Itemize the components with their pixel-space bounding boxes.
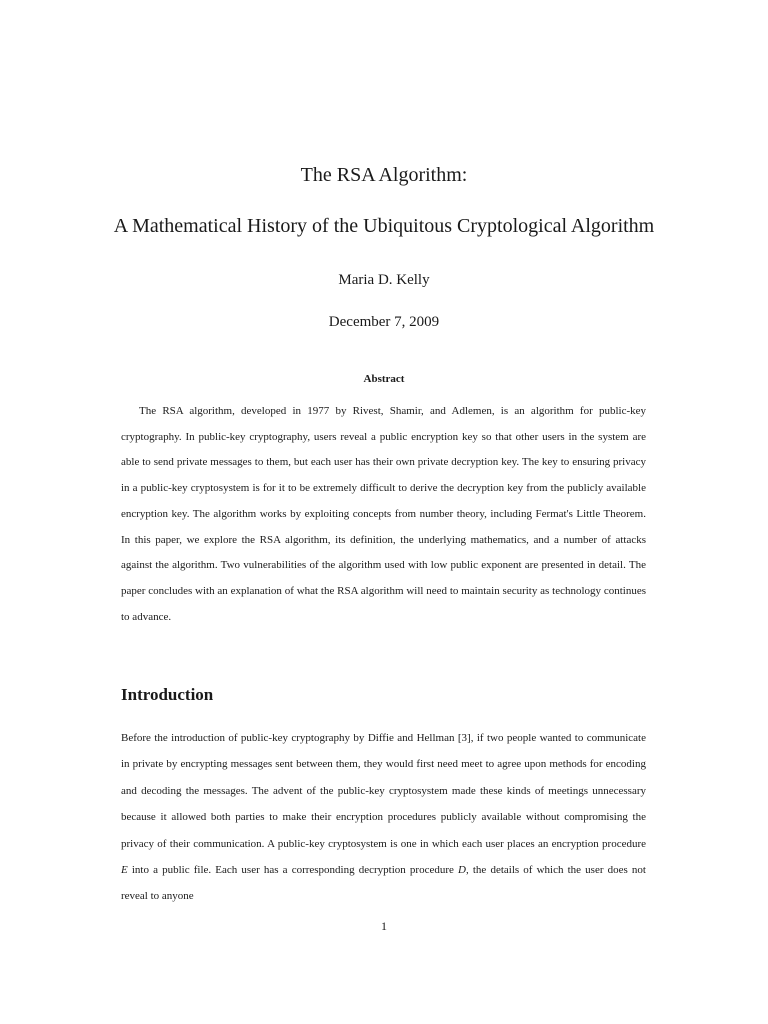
- introduction-heading: Introduction: [121, 685, 214, 704]
- publication-date: December 7, 2009: [328, 314, 440, 330]
- introduction-body: [121, 725, 646, 910]
- abstract-heading: Abstract: [363, 373, 405, 385]
- symbol-d: D: [458, 864, 466, 877]
- introduction-text-part3: , the details of which the user does not reveal to anyone: [121, 864, 646, 903]
- symbol-e: E: [121, 864, 128, 877]
- paper-title-line1: The RSA Algorithm:: [300, 164, 468, 186]
- introduction-text-part1: Before the introduction of public-key cryptography by Diffie and Hellman [3], if two people wanted to communicate in private by encrypting messages sent between them, they would first need meet to agree upon methods for encoding and decoding the messages. The advent of the public-key cryptosystem made these kinds of meetings unnecessary because it allowed both parties to make their encryption procedures publicly available without compromising the privacy of their communication. A public-key cryptosystem is one in which each user places an encryption procedure: [121, 732, 646, 850]
- author-name: Maria D. Kelly: [338, 272, 430, 288]
- paper-title-line2: A Mathematical History of the Ubiquitous Cryptological Algorithm: [113, 215, 655, 237]
- introduction-text-part2: into a public file. Each user has a corresponding decryption procedure: [127, 864, 459, 877]
- abstract-body: The RSA algorithm, developed in 1977 by Rivest, Shamir, and Adlemen, is an algorithm for public-key cryptography. In public-key cryptography, users reveal a public encryption key so that other users in the system are able to send private messages to them, but each user has their own private decryption key. The key to ensuring privacy in a public-key cryptosystem is for it to be extremely difficult to derive the decryption key from the publicly available encryption key. The algorithm works by exploiting concepts from number theory, including Fermat's Little Theorem. In this paper, we explore the RSA algorithm, its definition, the underlying mathematics, and a number of attacks against the algorithm. Two vulnerabilities of the algorithm used with low public exponent are presented in detail. The paper concludes with an explanation of what the RSA algorithm will need to maintain security as technology continues to advance.: [121, 405, 646, 623]
- page-number: 1: [381, 919, 387, 933]
